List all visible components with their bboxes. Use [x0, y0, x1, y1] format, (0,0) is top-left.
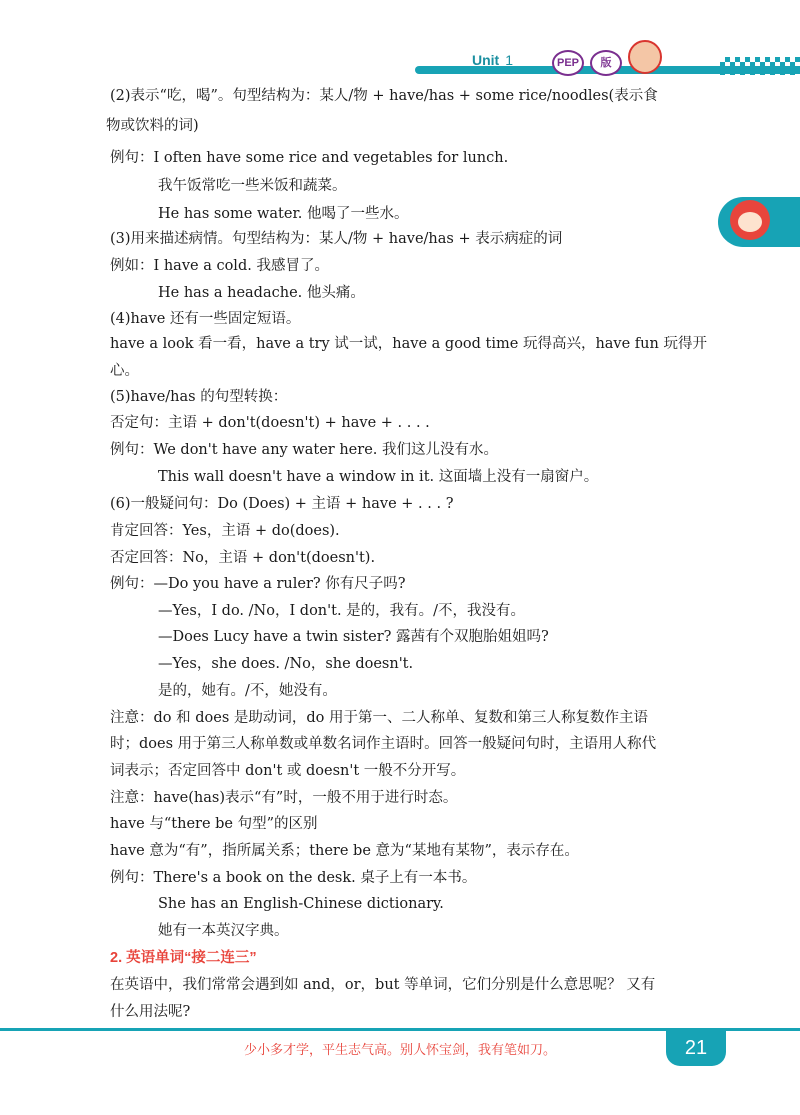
text-line: 否定回答：No，主语 + don't(doesn't).: [110, 550, 376, 566]
mascot-icon: [628, 40, 662, 74]
text-line: 什么用法呢?: [110, 1004, 191, 1020]
edition-badge: 版: [590, 50, 622, 76]
page-number: 21: [666, 1030, 726, 1066]
text-line: —Yes，she does. /No，she doesn't.: [158, 656, 414, 672]
text-line: 我午饭常吃一些米饭和蔬菜。: [158, 178, 347, 194]
text-line: (3)用来描述病情。句型结构为：某人/物 + have/has + 表示病症的词: [110, 231, 563, 247]
text-line: (5)have/has 的句型转换：: [110, 389, 288, 405]
page-header: [0, 0, 800, 95]
text-line: have 意为“有”，指所属关系；there be 意为“某地有某物”，表示存在。: [110, 843, 579, 859]
text-line: 注意：do 和 does 是助动词，do 用于第一、二人称单、复数和第三人称复数作主语: [110, 710, 648, 726]
text-line: 她有一本英汉字典。: [158, 923, 289, 939]
text-line: She has an English-Chinese dictionary.: [158, 896, 444, 912]
text-line: have a look 看一看，have a try 试一试，have a good time 玩得高兴，have fun 玩得开: [110, 336, 707, 352]
text-line: 例句：—Do you have a ruler? 你有尺子吗?: [110, 576, 406, 592]
section-heading: 2. 英语单词“接二连三”: [110, 950, 257, 966]
footer-motto: 少小多才学，平生志气高。别人怀宝剑，我有笔如刀。: [243, 1043, 556, 1058]
text-line: 肯定回答：Yes，主语 + do(does).: [110, 523, 340, 539]
text-line: 例句：There's a book on the desk. 桌子上有一本书。: [110, 870, 477, 886]
text-line: —Does Lucy have a twin sister? 露茜有个双胞胎姐姐吗?: [158, 629, 549, 645]
text-line: 词表示；否定回答中 don't 或 doesn't 一般不分开写。: [110, 763, 466, 779]
checker-pattern: [720, 57, 800, 75]
text-line: 例句：We don't have any water here. 我们这儿没有水。: [110, 442, 498, 458]
text-line: —Yes，I do. /No，I don't. 是的，我有。/不，我没有。: [158, 603, 526, 619]
text-line: This wall doesn't have a window in it. 这面墙上没有一扇窗户。: [158, 469, 599, 485]
text-line: 心。: [110, 363, 139, 379]
text-line: (6)一般疑问句：Do (Does) + 主语 + have + . . . ?: [110, 496, 454, 512]
text-line: 在英语中，我们常常会遇到如 and，or，but 等单词，它们分别是什么意思呢？ 又有: [110, 977, 656, 993]
text-line: 物或饮料的词): [106, 118, 199, 134]
text-line: (2)表示“吃，喝”。句型结构为：某人/物 + have/has + some rice/noodles(表示食: [110, 88, 658, 104]
text-line: 时；does 用于第三人称单数或单数名词作主语时。回答一般疑问句时，主语用人称代: [110, 736, 657, 752]
text-line: 否定句：主语 + don't(doesn't) + have + . . . .: [110, 415, 430, 431]
pep-badge: PEP: [552, 50, 584, 76]
text-line: (4)have 还有一些固定短语。: [110, 311, 301, 327]
text-line: 例句：I often have some rice and vegetables for lunch.: [110, 150, 509, 166]
unit-label: Unit 1: [472, 52, 514, 68]
text-line: 是的，她有。/不，她没有。: [158, 683, 337, 699]
text-line: have 与“there be 句型”的区别: [110, 816, 318, 832]
text-line: He has a headache. 他头痛。: [158, 285, 365, 301]
text-line: He has some water. 他喝了一些水。: [158, 206, 409, 222]
text-line: 例如：I have a cold. 我感冒了。: [110, 258, 329, 274]
cartoon-face-icon: [730, 200, 770, 240]
text-line: 注意：have(has)表示“有”时，一般不用于进行时态。: [110, 790, 458, 806]
